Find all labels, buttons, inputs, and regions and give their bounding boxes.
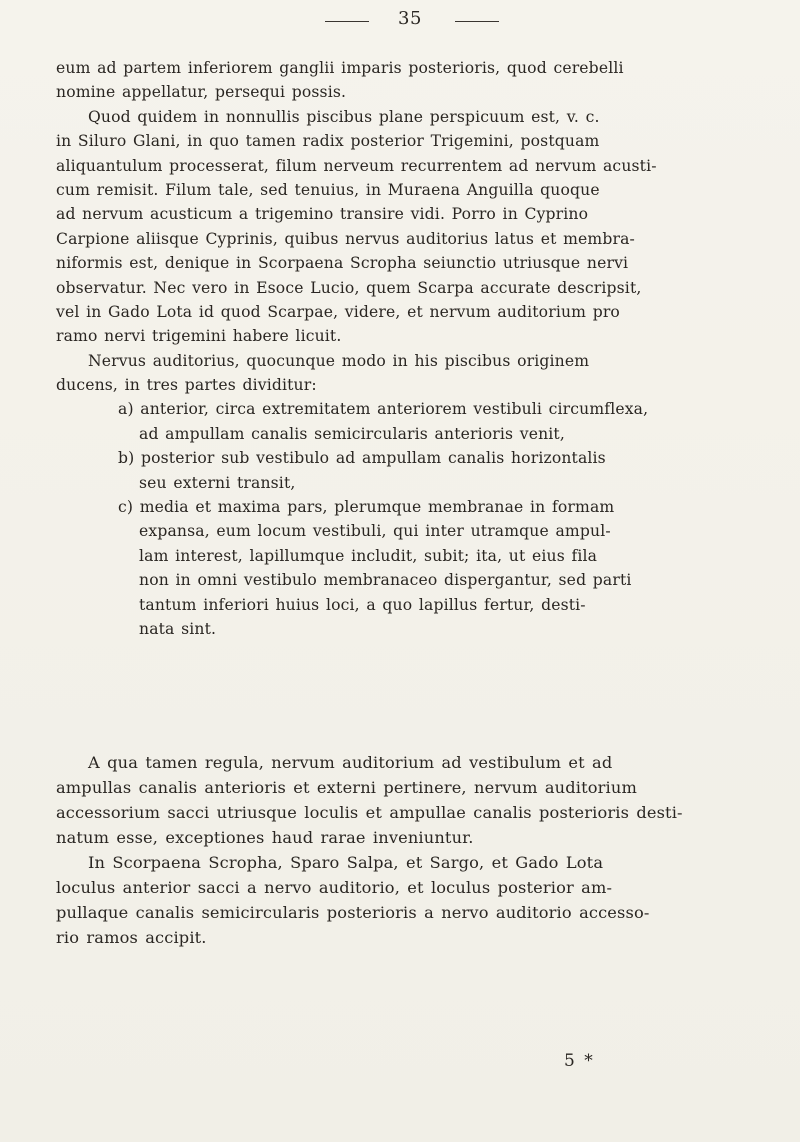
text-line: eum ad partem inferiorem ganglii imparis posterioris, quod cerebelli — [56, 59, 624, 77]
text-line: ducens, in tres partes dividitur: — [56, 376, 317, 395]
text-line: Nervus auditorius, quocunque modo in his piscibus originem — [88, 351, 590, 370]
list-item-c-cont: nata sint. — [139, 619, 217, 638]
page-header — [0, 8, 800, 32]
text-line: A qua tamen regula, nervum auditorium ad vestibulum et ad — [88, 753, 613, 772]
list-item-c-cont: expansa, eum locum vestibuli, qui inter utramque ampul- — [139, 522, 611, 541]
list-item-a-cont: ad ampullam canalis semicircularis anterioris venit, — [139, 424, 565, 443]
text-line: natum esse, exceptiones haud rarae inveniuntur. — [56, 828, 474, 847]
text-line: observatur. Nec vero in Esoce Lucio, quem Scarpa accurate descripsit, — [56, 278, 642, 297]
body-text — [56, 56, 796, 641]
text-line: nomine appellatur, persequi possis. — [56, 83, 347, 102]
text-line: rio ramos accipit. — [56, 928, 207, 947]
text-line: ad nervum acusticum a trigemino transire vidi. Porro in Cyprino — [56, 205, 589, 224]
text-line: niformis est, denique in Scorpaena Scropha seiunctio utriusque nervi — [56, 254, 629, 273]
list-item-c: c) media et maxima pars, plerumque membranae in formam — [118, 498, 615, 517]
text-line: accessorium sacci utriusque loculis et ampullae canalis posterioris desti- — [56, 803, 683, 822]
signature-mark: 5 * — [564, 1051, 595, 1071]
text-line: ampullas canalis anterioris et externi pertinere, nervum auditorium — [56, 778, 637, 797]
list-item-c-cont: lam interest, lapillumque includit, subit; ita, ut eius fila — [139, 546, 598, 565]
text-line: loculus anterior sacci a nervo auditorio, et loculus posterior am- — [56, 878, 613, 897]
text-line: pullaque canalis semicircularis posterioris a nervo auditorio accesso- — [56, 903, 650, 922]
text-line: cum remisit. Filum tale, sed tenuius, in Muraena Anguilla quoque — [56, 180, 600, 199]
text-line: Quod quidem in nonnullis piscibus plane perspicuum est, v. c. — [88, 107, 600, 126]
list-item-a: a) anterior, circa extremitatem anteriorem vestibuli circumflexa, — [118, 400, 649, 419]
list-item-b-cont: seu externi transit, — [139, 473, 296, 492]
text-line: In Scorpaena Scropha, Sparo Salpa, et Sargo, et Gado Lota — [88, 853, 604, 872]
text-line: in Siluro Glani, in quo tamen radix posterior Trigemini, postquam — [56, 132, 600, 151]
page-number: 35 — [398, 8, 422, 29]
body-text-continued — [56, 750, 796, 950]
text-line: ramo nervi trigemini habere licuit. — [56, 327, 342, 346]
list-item-c-cont: tantum inferiori huius loci, a quo lapillus fertur, desti- — [139, 595, 586, 614]
header-rule-left — [325, 21, 369, 22]
list-item-b: b) posterior sub vestibulo ad ampullam canalis horizontalis — [118, 449, 606, 468]
text-line: Carpione aliisque Cyprinis, quibus nervus auditorius latus et membra- — [56, 229, 635, 248]
header-rule-right — [455, 21, 499, 22]
list-item-c-cont: non in omni vestibulo membranaceo dispergantur, sed parti — [139, 571, 632, 590]
text-line: vel in Gado Lota id quod Scarpae, videre, et nervum auditorium pro — [56, 302, 620, 321]
text-line: aliquantulum processerat, filum nerveum recurrentem ad nervum acusti- — [56, 156, 657, 175]
